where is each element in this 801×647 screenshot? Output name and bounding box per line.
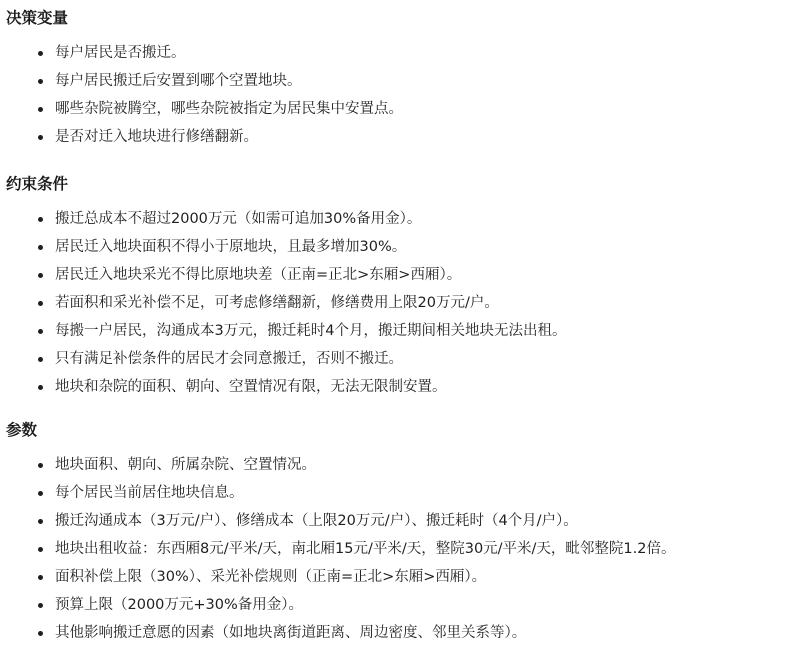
list-item-text: 每户居民搬迁后安置到哪个空置地块。 [55,73,302,89]
section-constraints [6,174,801,401]
bullet-icon [38,491,43,496]
bullet-icon [38,547,43,552]
list-item-text: 预算上限（2000万元+30%备用金）。 [55,597,304,613]
section-title: 决策变量 [6,9,69,27]
section-decision-variables [6,8,801,151]
list-item [6,479,801,507]
list-item-text: 搬迁沟通成本（3万元/户）、修缮成本（上限20万元/户）、搬迁耗时（4个月/户）。 [55,513,578,529]
list-item [6,95,801,123]
list-item [6,591,801,619]
bullet-list [6,39,801,151]
list-item [6,563,801,591]
bullet-icon [38,603,43,608]
list-item-text: 只有满足补偿条件的居民才会同意搬迁，否则不搬迁。 [55,351,403,367]
list-item-text: 每个居民当前居住地块信息。 [55,485,244,501]
bullet-icon [38,107,43,112]
bullet-icon [38,631,43,636]
bullet-icon [38,51,43,56]
bullet-icon [38,79,43,84]
bullet-icon [38,135,43,140]
bullet-icon [38,301,43,306]
bullet-icon [38,273,43,278]
list-item-text: 每户居民是否搬迁。 [55,45,186,61]
list-item-text: 地块和杂院的面积、朝向、空置情况有限，无法无限制安置。 [55,379,447,395]
list-item [6,233,801,261]
list-item [6,123,801,151]
bullet-icon [38,245,43,250]
bullet-icon [38,519,43,524]
list-item-text: 地块面积、朝向、所属杂院、空置情况。 [55,457,316,473]
section-title: 参数 [6,421,38,439]
list-item [6,67,801,95]
list-item [6,39,801,67]
list-item-text: 其他影响搬迁意愿的因素（如地块离街道距离、周边密度、邻里关系等）。 [55,625,527,641]
list-item-text: 居民迁入地块面积不得小于原地块，且最多增加30%。 [55,239,407,255]
list-item-text: 每搬一户居民，沟通成本3万元，搬迁耗时4个月，搬迁期间相关地块无法出租。 [55,323,567,339]
list-item [6,261,801,289]
list-item-text: 面积补偿上限（30%）、采光补偿规则（正南=正北>东厢>西厢）。 [55,569,487,585]
list-item [6,535,801,563]
section-parameters [6,420,801,647]
list-item-text: 搬迁总成本不超过2000万元（如需可追加30%备用金）。 [55,211,422,227]
bullet-icon [38,217,43,222]
bullet-list [6,451,801,647]
list-item [6,289,801,317]
list-item [6,619,801,647]
bullet-list [6,205,801,401]
bullet-icon [38,575,43,580]
list-item-text: 是否对迁入地块进行修缮翻新。 [55,129,258,145]
list-item [6,451,801,479]
list-item-text: 居民迁入地块采光不得比原地块差（正南=正北>东厢>西厢）。 [55,267,462,283]
list-item-text: 若面积和采光补偿不足，可考虑修缮翻新，修缮费用上限20万元/户。 [55,295,499,311]
list-item-text: 地块出租收益：东西厢8元/平米/天，南北厢15元/平米/天，整院30元/平米/天，毗邻整院1.2倍。 [55,541,676,557]
bullet-icon [38,357,43,362]
list-item [6,345,801,373]
bullet-icon [38,329,43,334]
bullet-icon [38,463,43,468]
list-item [6,317,801,345]
bullet-icon [38,385,43,390]
list-item [6,373,801,401]
section-title: 约束条件 [6,175,69,193]
list-item [6,205,801,233]
list-item [6,507,801,535]
list-item-text: 哪些杂院被腾空，哪些杂院被指定为居民集中安置点。 [55,101,403,117]
